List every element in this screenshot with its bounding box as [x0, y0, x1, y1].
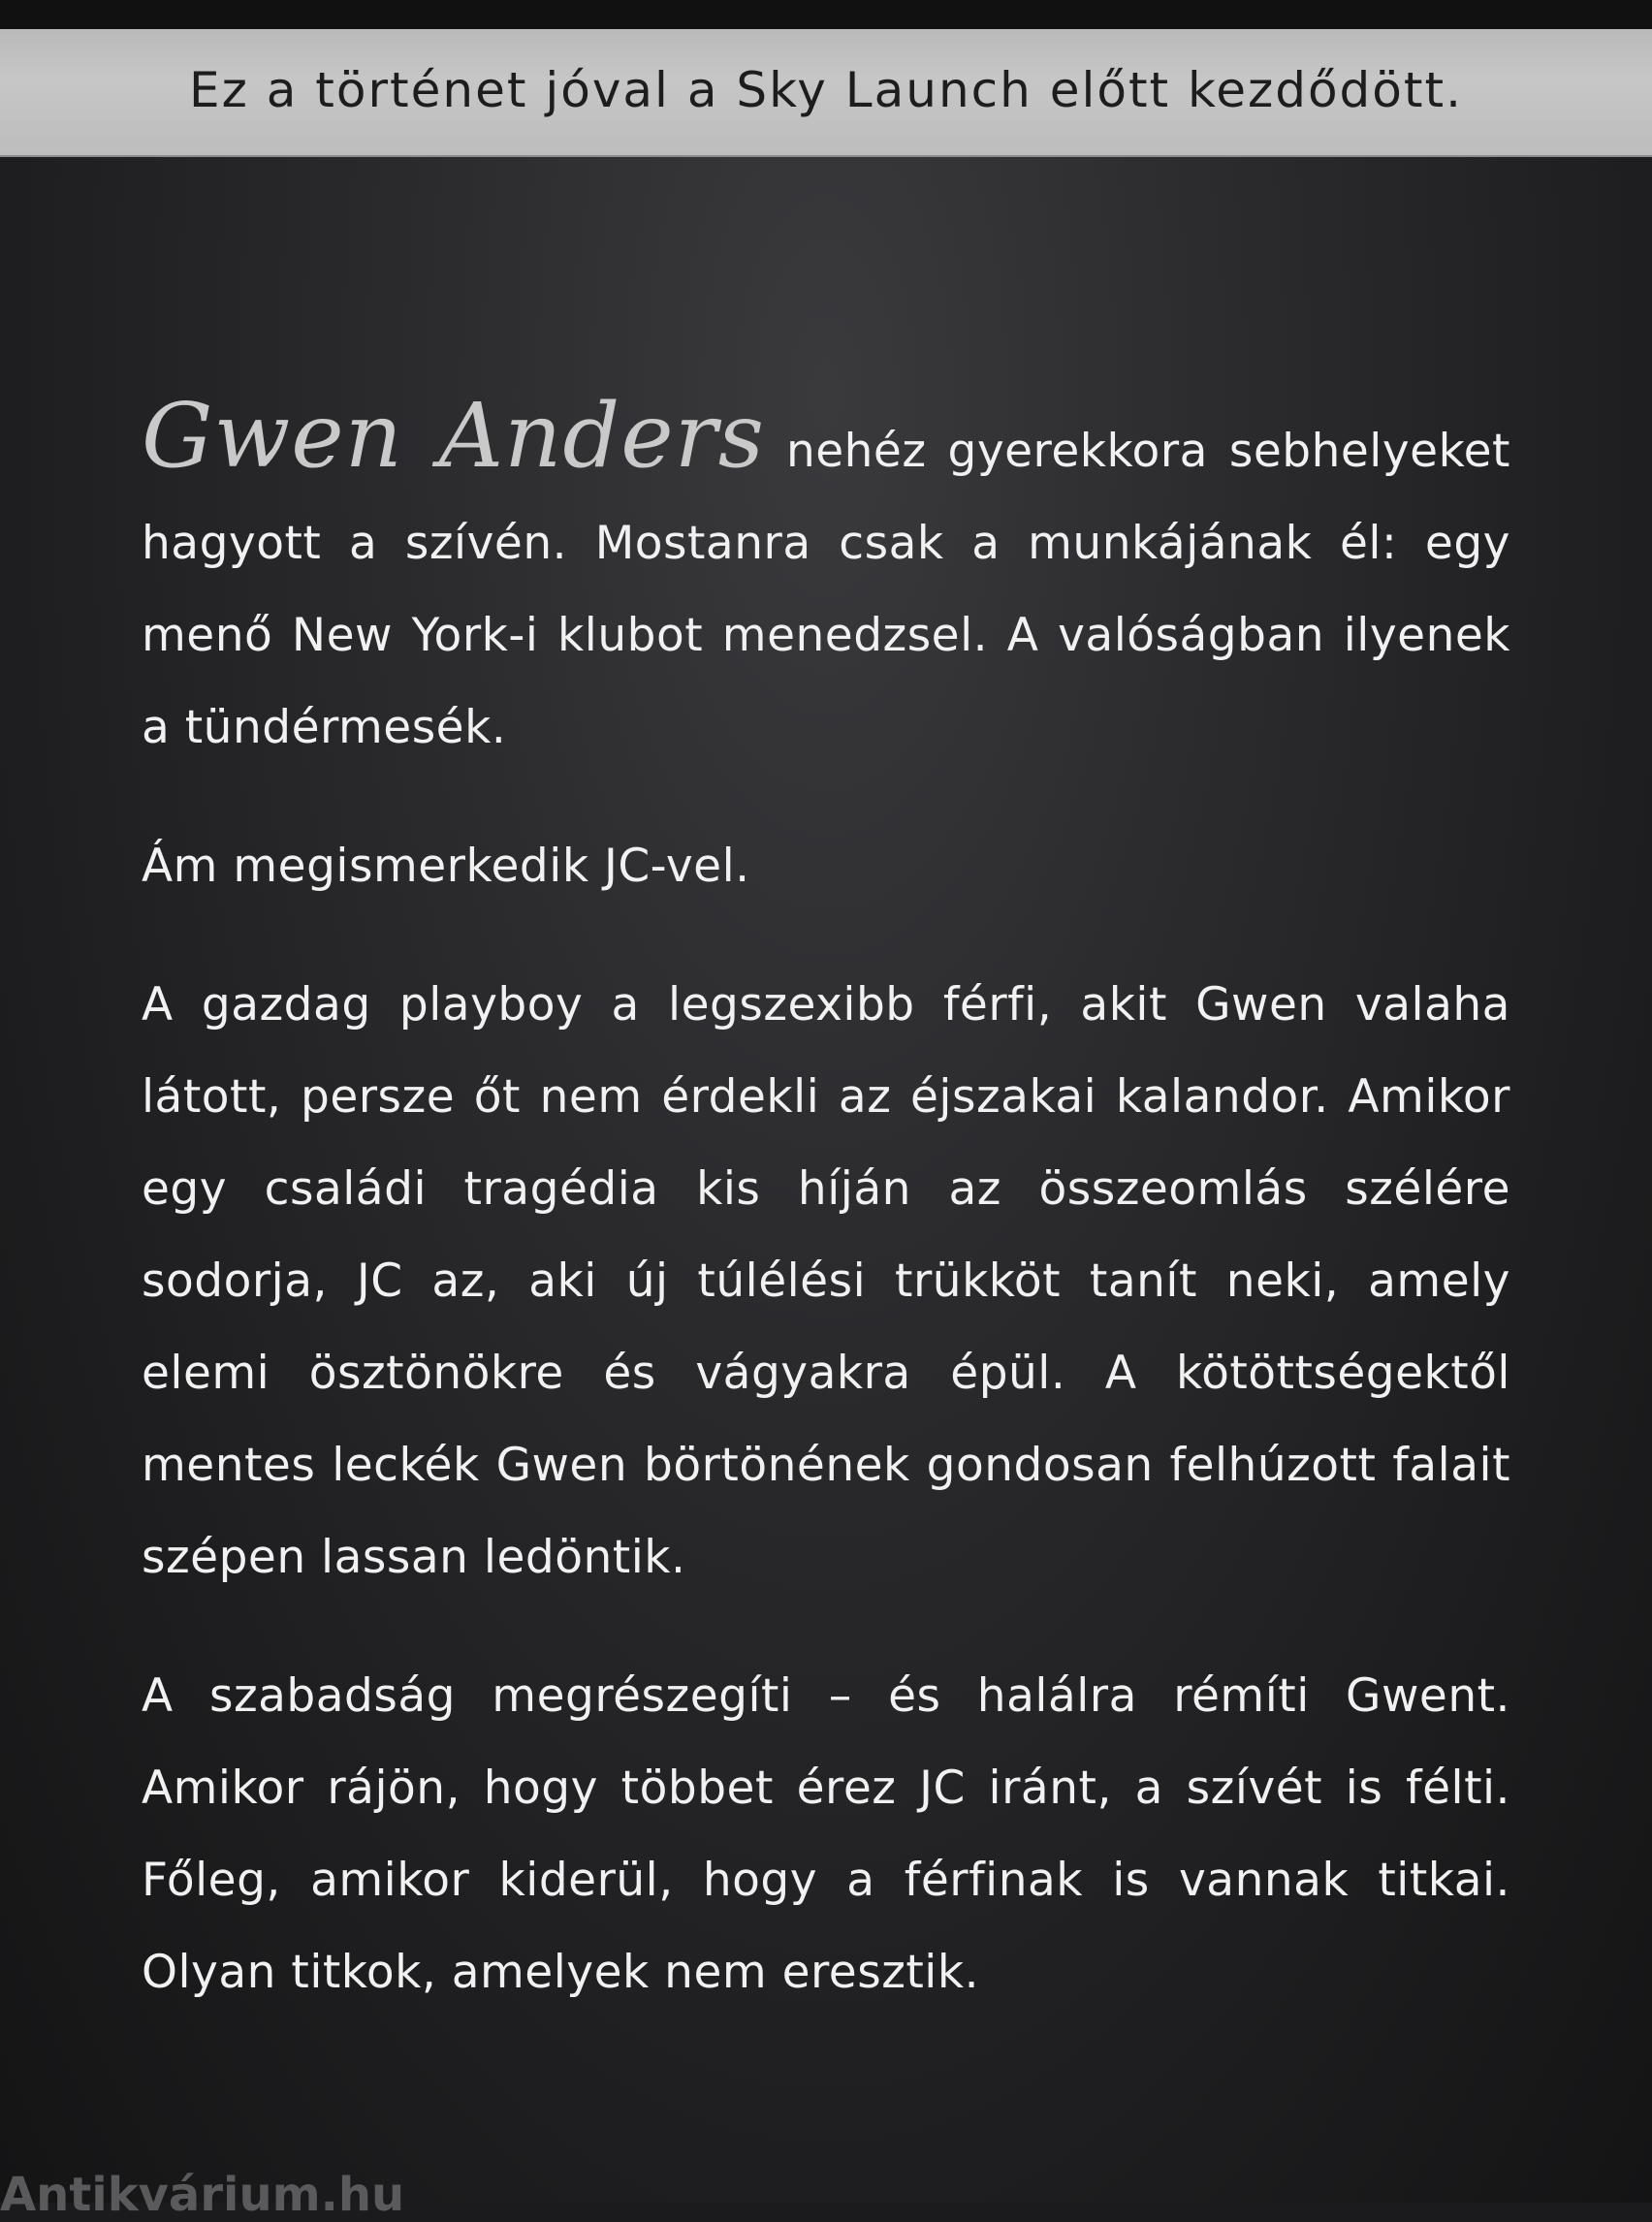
paragraph-1-text: nehéz gyerekkora sebhelyeket hagyott a szívén. Mostanra csak a munkájának él: egy menő New York-i klubot menedzsel. A valóságban ilyenek a tündérmesék. — [142, 425, 1510, 754]
tagline-band — [0, 29, 1652, 157]
top-dark-strip — [0, 0, 1652, 29]
paragraph-2: Ám megismerkedik JC-vel. — [142, 840, 750, 893]
watermark: Antikvárium.hu — [0, 2168, 405, 2222]
paragraph-3: A gazdag playboy a legszexibb férfi, akit Gwen valaha látott, persze őt nem érdekli az éjszakai kalandor. Amikor egy családi tragédia kis híján az összeomlás szélére sodorja, JC az, aki új túlélési trükköt tanít neki, amely elemi ösztönökre és vágyakra épül. A kötöttségektől mentes leckék Gwen börtönének gondosan felhúzott falait szépen lassan ledöntik. — [142, 978, 1510, 1584]
tagline: Ez a történet jóval a Sky Launch előtt kezdődött. — [189, 62, 1463, 118]
blurb-text — [142, 384, 1510, 2018]
character-name: Gwen Anders — [142, 384, 765, 488]
paragraph-4: A szabadság megrészegíti – és halálra rémíti Gwent. Amikor rájön, hogy többet érez JC iránt, a szívét is félti. Főleg, amikor kiderül, hogy a férfinak is vannak titkai. Olyan titkok, amelyek nem eresztik. — [142, 1669, 1510, 1999]
paragraph-1 — [142, 384, 1510, 774]
